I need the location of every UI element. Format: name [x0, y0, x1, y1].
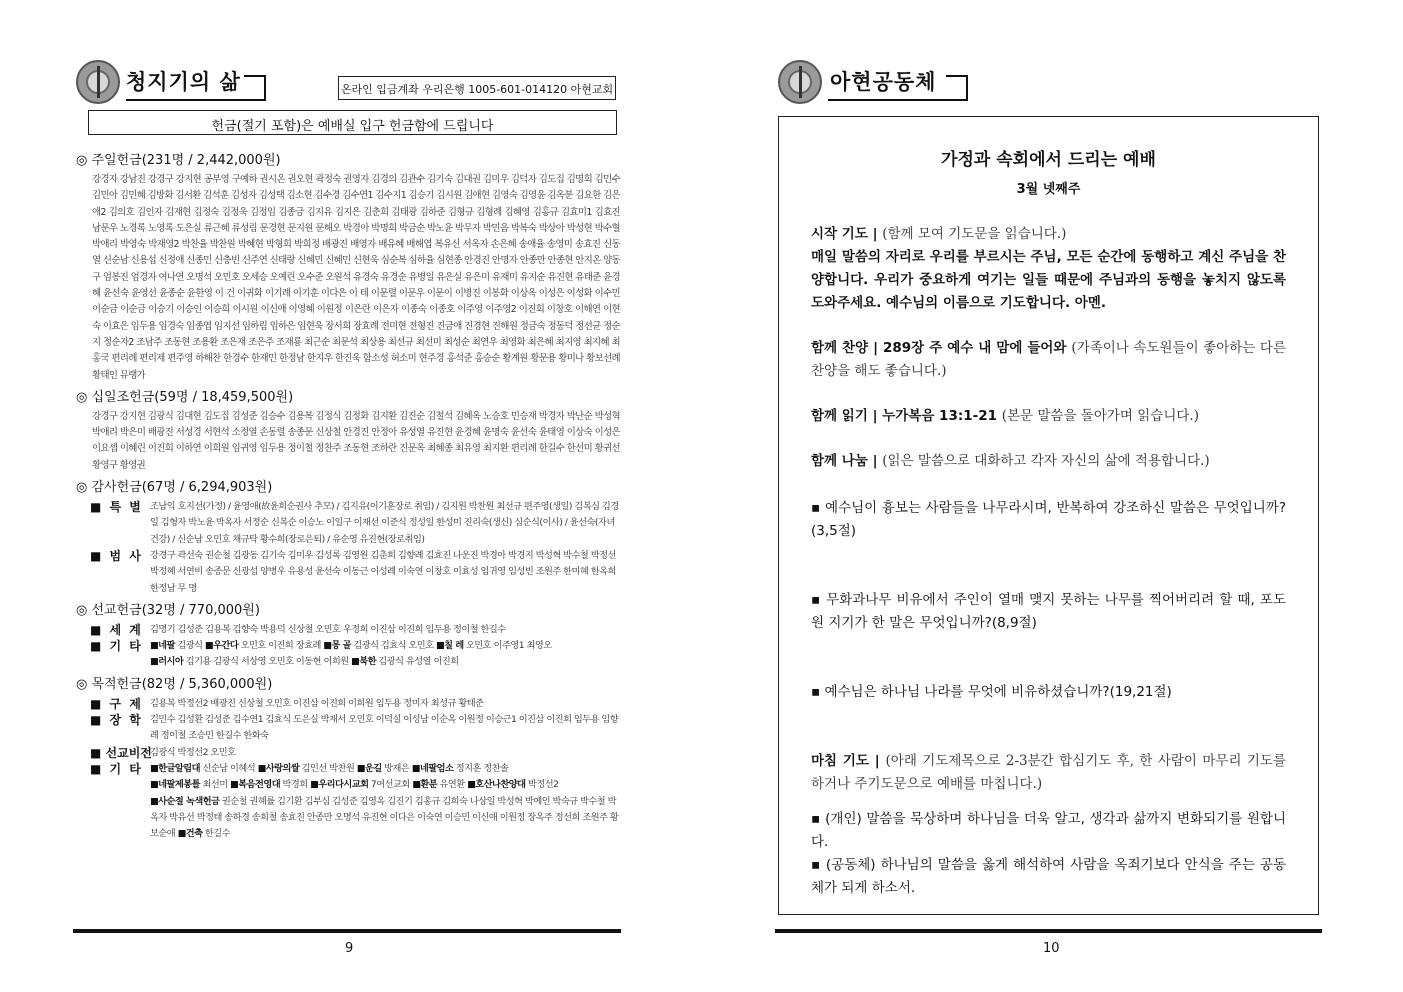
church-logo-icon [778, 60, 822, 104]
mission-tag-names: 김광식 [174, 640, 205, 652]
sunday-offering-heading: ◎ 주일헌금(231명 / 2,442,000원) [76, 153, 281, 168]
purpose-tag-names: 유연환 [437, 779, 468, 791]
page-number: 9 [345, 941, 354, 956]
prayer-item-personal: ▪ (개인) 말씀을 묵상하며 하나님을 더욱 알고, 생각과 삶까지 변화되기를 원합니다. [811, 811, 1286, 850]
purpose-tag-names: 방재은 [381, 762, 412, 774]
reading-section [811, 405, 1286, 428]
mission-tag: ■칠 레 [435, 640, 464, 652]
purpose-tag: ■환분 [412, 779, 438, 791]
purpose-relief [90, 696, 620, 712]
mission-tag-names: 오민호 이진희 장효례 [238, 640, 324, 652]
mission-tag-names: 오민호 이주영1 최영오 [463, 640, 552, 652]
purpose-tag: ■사랑의쌀 [257, 762, 300, 774]
thanks-special-text: 조남익 호지선(가정) / 윤영애(故윤희순권사 추모) / 김지유(이기훈장로 취임) / 김지원 박찬원 최선규 편주영(생일) 김복심 김경일 김형자 박노윤 박옥자 서정순 신복순 이승노 이일구 이재선 이준식 정성일 한성미 진리숙(생신) 심순식(이사) / 윤선숙(자녀건강) / 신순남 오민호 채규탁 황수희(장로은퇴) / 유순영 유진현(장로취임) [150, 501, 619, 545]
sunday-offering-names: 강경자 강남진 강경구 강지현 공부영 구예하 권시온 권오현 곽정숙 권영자 김경의 김관수 김기숙 김대권 김미우 김덕자 김도집 김명희 김민수 김민아 김민혜 김방화 김서환 김석훈 김성자 김성택 김소현 김수경 김수연1 김수지1 김승기 김시원 김애현 김영숙 김영윤 김옥분 김요한 김은애2 김의호 김인자 김재현 김정숙 김정욱 김정임 김종금 김지유 김지은 김춘희 김태광 김하준 김형규 김형례 김혜영 김홍규 김효미1 김효진 남문우 노경록 노영록 도은실 류근혜 류성림 문경현 문지원 문해오 박경아 박명희 박금순 박노윤 박무자 박민음 박복숙 박상아 박성현 박수혈 박애리 박영숙 박재영2 박찬율 박찬원 박혜현 박형희 박희정 배광진 배영자 배유혜 배해엽 복유신 서옥자 손은혜 송애율 송영미 송효진 신동열 신순남 신용섭 신정애 신종민 신충빈 신주연 신태랑 신혜민 신혜민 신현욱 심순복 심하율 심현종 안경진 안명자 안종만 안종현 안지온 양동구 엄봉진 엄경자 여나연 오명석 오민호 오세승 오예린 오수준 오원석 유경숙 유경순 유병일 유은실 유은미 유재미 유지순 유진현 유태준 윤경혜 윤선숙 윤영선 윤종순 윤한영 이 건 이귀화 이기례 이기훈 이다은 이 테 이문렬 이문우 이문이 이병진 이봉화 이상옥 이성은 이성화 이수민 이순금 이순금 이승기 이승인 이승희 이시원 이신애 이영혜 이원정 이은란 이은자 이종숙 이종호 이주영 이주영2 이진희 이창호 이해연 이현숙 이효은 임두용 임경숙 임종엽 임지선 임하림 임하은 임현욱 장서희 장효례 전미현 전형진 진금애 진경현 진해원 정금숙 정동덕 정선균 정순지 정순자2 조남주 조동현 조용환 조은재 조은주 조재룡 최근순 최문석 최상용 최선규 최선미 최성순 최연우 최영화 최은혜 최지영 최지혜 최홍국 편리례 편리제 편주영 하해찬 한경수 한재민 한정남 한지우 한진욱 함소성 허소미 현주경 홍석준 홍승순 황계원 황문용 황미나 황보선례 황태인 뮤랭가 [92, 174, 620, 381]
footer-rule [775, 929, 1322, 933]
purpose-tag-names: 신순남 이혜석 [200, 762, 258, 774]
mission-tag-names: 김광식 유성열 이진희 [375, 656, 459, 668]
page-title-community: 아현공동체 [830, 70, 937, 94]
purpose-tag: ■네팔제봉틀 [150, 779, 201, 791]
sharing-note: (읽은 말씀으로 대화하고 각자 자신의 삶에 적용합니다.) [882, 453, 1210, 469]
purpose-vision-text: 김광식 박정선2 오민호 [150, 746, 236, 758]
closing-prayer-note: (아래 기도제목으로 2-3분간 합심기도 후, 한 사람이 마무리 기도를 하거나 주기도문으로 예배를 마칩니다.) [811, 753, 1286, 792]
purpose-etc [90, 761, 620, 842]
worship-body [811, 223, 1286, 900]
mission-tag: ■우간다 [204, 640, 239, 652]
tithe-heading: ◎ 십일조헌금(59명 / 18,459,500원) [76, 389, 294, 405]
thanks-special [90, 499, 620, 548]
tithe-names: 강경구 강지현 김광식 김대현 김도집 김성준 김승수 김용복 김정식 김정화 김지환 김진순 김철석 김혜옥 노승호 민승재 박경자 박난순 박성혁 박애리 박은미 배광진 서성경 서현석 소정열 손동렬 송종문 신상철 안경진 안정아 유성열 유진현 윤경혜 윤명숙 윤선숙 윤태영 이상숙 이성은 이요셉 이혜린 이진희 이하연 이희원 임귀영 임두용 정이철 정찬주 조동현 조하란 진문옥 최혜종 최유영 최지환 편리례 한길수 한선미 황귀선 황영구 황영권 [92, 410, 620, 471]
purpose-tag-names: 박경희 [280, 779, 311, 791]
question-1: ▪ 예수님이 흉보는 사람들을 나무라시며, 반복하여 강조하신 말씀은 무엇입니까?(3,5절) [811, 500, 1286, 539]
purpose-scholar-label: ■ 장 학 [90, 713, 143, 728]
worship-subtitle: 3월 넷째주 [1016, 182, 1081, 197]
mission-heading: ◎ 선교헌금(32명 / 770,000원) [76, 602, 260, 618]
mission-other-label: ■ 기 타 [90, 639, 143, 654]
left-page [0, 0, 700, 992]
church-logo-icon [76, 60, 120, 104]
title-bracket-top [946, 75, 968, 77]
purpose-etc-label: ■ 기 타 [90, 761, 143, 776]
mission-world-text: 김명기 김성준 김용복 김향숙 박용덕 신상철 오민호 우정희 이진삼 이진희 임두용 정이철 한길수 [150, 623, 506, 635]
purpose-tag: ■네팔엄소 [411, 762, 454, 774]
reading-heading: 함께 읽기 | 누가복음 13:1-21 [811, 408, 1002, 424]
worship-title: 가정과 속회에서 드리는 예배 [941, 150, 1156, 170]
page-title-stewardship: 청지기의 삶 [126, 70, 241, 94]
mission-world-label: ■ 세 계 [90, 622, 143, 637]
purpose-tag-names: 7여선교회 [368, 779, 413, 791]
right-page [700, 0, 1403, 992]
opening-prayer-heading: 시작 기도 | [811, 226, 883, 242]
sharing-section [811, 450, 1286, 473]
hymn-heading: 함께 찬양 | 289장 주 예수 내 맘에 들어와 [811, 340, 1072, 356]
account-info: 온라인 입금계좌 우리은행 1005-601-014120 아현교회 [338, 76, 616, 100]
mission-tag: ■네팔 [150, 640, 175, 652]
purpose-tag-names: 김인선 박찬원 [299, 762, 357, 774]
mission-world [90, 622, 620, 638]
title-bracket-bottom [126, 99, 266, 101]
purpose-tag: ■건축 [177, 828, 203, 840]
question-2: ▪ 무화과나무 비유에서 주인이 열매 맺지 못하는 나무를 찍어버리려 할 때, 포도원 지기가 한 말은 무엇입니까?(8,9절) [811, 592, 1286, 631]
purpose-tag: ■한글알림대 [150, 762, 201, 774]
mission-tag-names: 김기용 김광식 서상영 오민호 이동현 이희원 [183, 656, 352, 668]
title-bracket [966, 75, 968, 101]
purpose-tag: ■운길 [356, 762, 382, 774]
mission-other-text [150, 638, 620, 671]
purpose-tag-names: 박정선2 [525, 779, 559, 791]
purpose-tag: ■우리다시교회 [310, 779, 369, 791]
offering-notice: 헌금(절기 포함)은 예배실 입구 헌금함에 드립니다 [88, 110, 617, 135]
purpose-tag-names: 권순철 권혜률 김기환 김부심 김성준 김영옥 김진기 김홍규 김희숙 나상일 박성혁 박예인 박숙규 박수철 박옥자 박유선 박정태 송하경 송희철 송효진 안종만 오명석 유진현 이다은 이숙연 이승민 이신애 이원정 장옥주 정선희 조원주 황보순애 [150, 795, 619, 840]
footer-rule [73, 929, 621, 933]
title-bracket-bottom [828, 99, 968, 101]
mission-tag: ■몽 골 [323, 640, 351, 652]
mission-tag: ■러시아 [150, 656, 184, 668]
worship-guide-box [778, 116, 1319, 915]
closing-prayer-section [811, 750, 1286, 796]
opening-prayer-note: (함께 모여 기도문을 읽습니다.) [882, 226, 1067, 242]
purpose-tag-names: 한길수 [202, 828, 231, 840]
purpose-relief-label: ■ 구 제 [90, 696, 143, 711]
page-number: 10 [1043, 941, 1060, 956]
question-3: ▪ 예수님은 하나님 나라를 무엇에 비유하셨습니까?(19,21절) [811, 684, 1172, 700]
purpose-etc-text [150, 761, 620, 842]
opening-prayer-section [811, 223, 1286, 315]
mission-tag-names: 김광식 김효식 오민호 [350, 640, 436, 652]
purpose-scholar-text: 김민수 김성환 김성준 김수연1 김효식 도은실 박재서 오민호 이덕실 이성남 이순옥 이원정 이승근1 이진삼 이진희 임두용 임향례 정이철 조승민 한길수 한화숙 [150, 714, 619, 742]
thanks-special-label: ■ 특 별 [90, 500, 143, 515]
purpose-relief-text: 김용복 박정선2 배광진 신상철 오민호 이진삼 이진희 이희원 임두용 정미자 최성규 황태준 [150, 697, 484, 709]
sharing-heading: 함께 나눔 | [811, 453, 883, 469]
title-bracket [264, 75, 266, 101]
mission-tag: ■북한 [351, 656, 376, 668]
hymn-section [811, 337, 1286, 383]
thanks-heading: ◎ 감사헌금(67명 / 6,294,903원) [76, 480, 273, 496]
thanks-general-label: ■ 범 사 [90, 548, 143, 563]
closing-prayer-heading: 마침 기도 | [811, 753, 886, 769]
thanks-general-text: 강경구 곽선숙 권순철 김광동 김기숙 김미우 김성록 김영원 김춘희 김향례 김효진 나운진 박경아 박경지 박성혁 박수철 박정선 박정혜 서연비 송종문 신광섭 양병우 유용성 윤선숙 이동근 이성례 이숙연 이창호 이효성 임귀영 임성빈 조원주 한미혜 한옥희 한정남 무 명 [150, 549, 616, 594]
mission-other [90, 638, 620, 671]
purpose-vision-label: ■ 선교비전 [90, 745, 152, 760]
title-bracket-top [244, 75, 266, 77]
purpose-tag: ■사순절 녹색헌금 [150, 795, 220, 807]
prayer-item-community: ▪ (공동체) 하나님의 말씀을 옳게 해석하여 사람을 옥죄기보다 안식을 주는 공동체가 되게 하소서. [811, 857, 1286, 896]
opening-prayer-text: 매일 말씀의 자리로 우리를 부르시는 주님, 모든 순간에 동행하고 계신 주님을 찬양합니다. 우리가 중요하게 여기는 일들 때문에 주님과의 동행을 놓치지 않도록 도와주세요. 예수님의 이름으로 기도합니다. 아멘. [811, 249, 1286, 311]
purpose-scholar [90, 712, 620, 745]
purpose-vision [90, 745, 620, 761]
purpose-tag-names: 정지훈 정찬솔 [453, 762, 509, 774]
reading-note: (본문 말씀을 돌아가며 읽습니다.) [1001, 408, 1199, 424]
hymn-note: (가족이나 속도원들이 좋아하는 다른 찬양을 해도 좋습니다.) [811, 340, 1286, 379]
thanks-general [90, 548, 620, 597]
purpose-tag-names: 최선미 [200, 779, 231, 791]
purpose-tag: ■호산나찬양대 [467, 779, 526, 791]
offering-list [76, 147, 620, 842]
purpose-heading: ◎ 목적헌금(82명 / 5,360,000원) [76, 676, 273, 692]
purpose-tag: ■복음전영대 [230, 779, 281, 791]
